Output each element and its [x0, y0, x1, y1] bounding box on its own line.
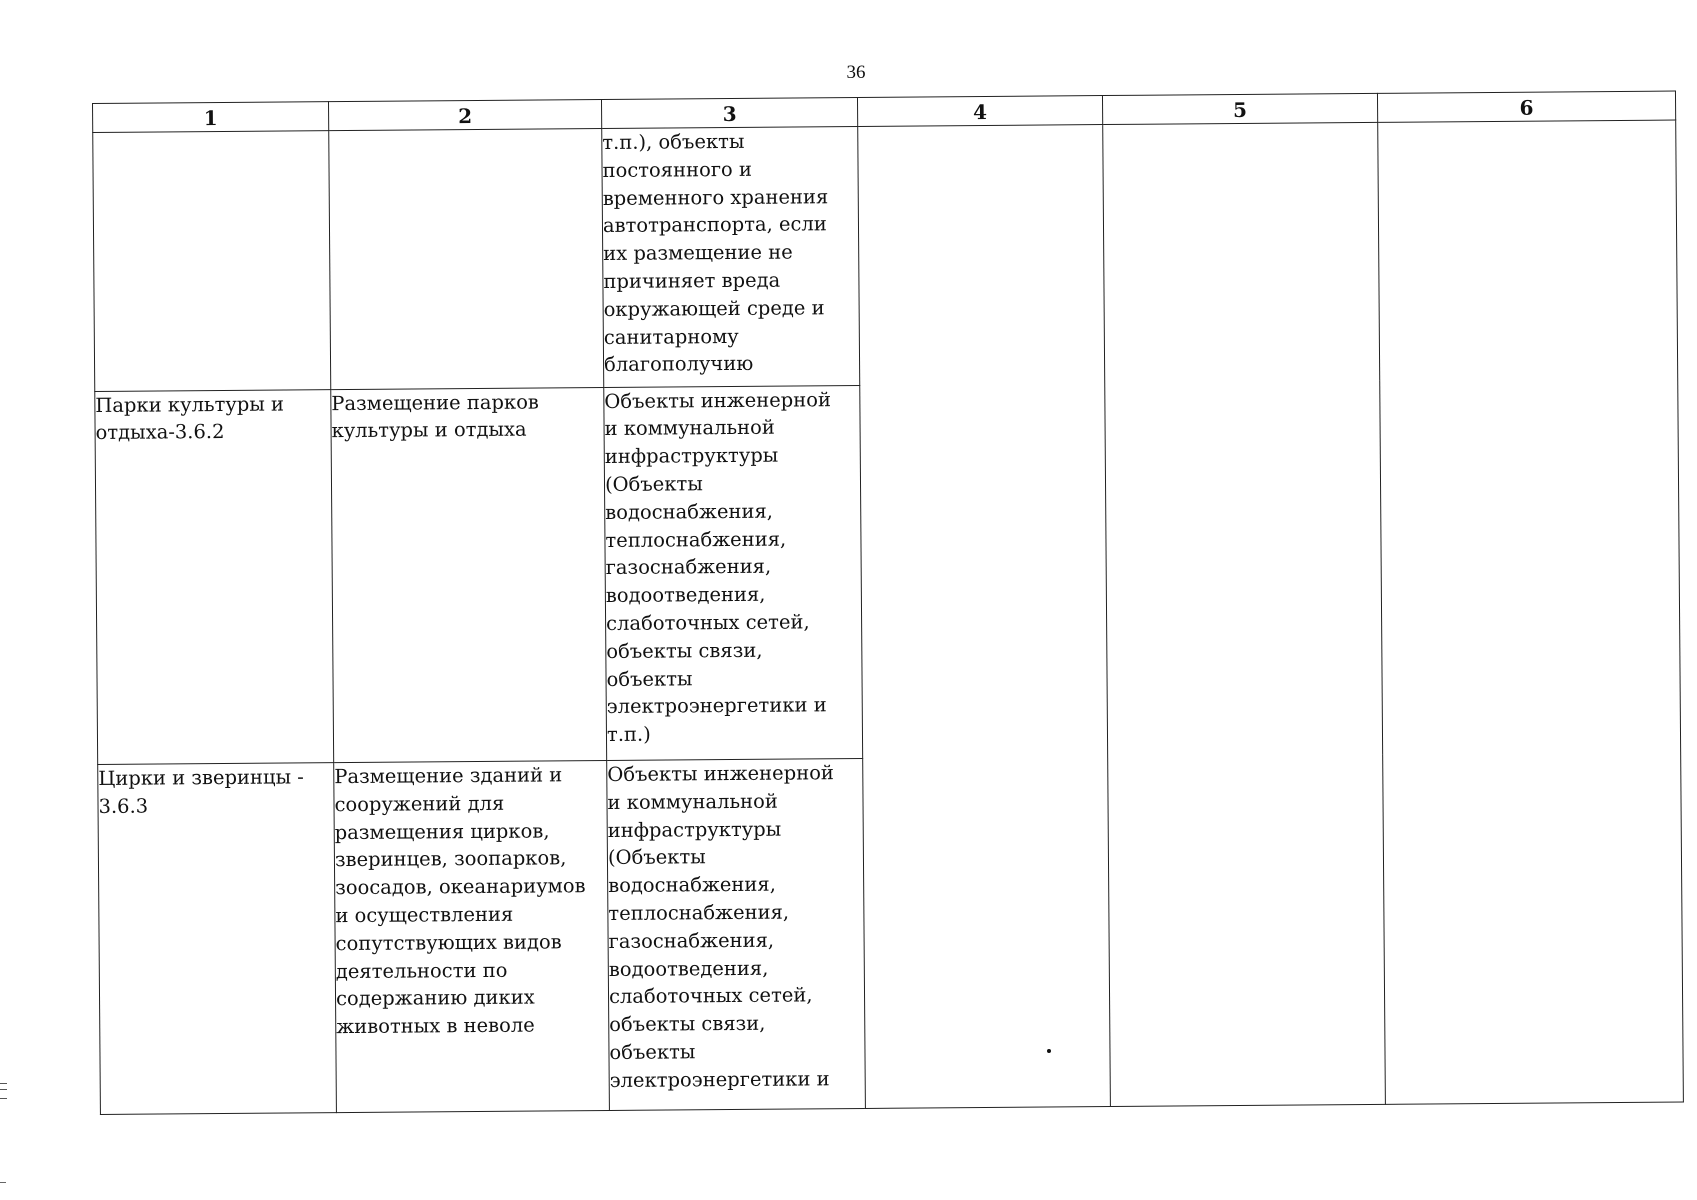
row3-col3-text: Объекты инженерной и коммунальной инфраструктуры (Объекты водоснабжения, теплоснабжения, газоснабжения, водоотведения, слаботочных сетей, объекты связи, объекты электроэнергетики и [607, 761, 834, 1092]
row1-col2-cell [329, 128, 604, 389]
table-row [93, 120, 1678, 391]
document-sheet [92, 91, 1683, 1115]
row3-col2-text: Размещение зданий и сооружений для размещения цирков, зверинцев, зоопарков, зоосадов, океанариумов и осуществления сопутствующих видов деятельности по содержанию диких животных в неволе [334, 763, 586, 1039]
row2-col3-cell [604, 385, 863, 760]
row3-col1-cell [98, 763, 337, 1115]
row1-col3-text: т.п.), объекты постоянного и временного хранения автотранспорта, если их размещение не причиняет вреда окружающей среде и санитарному благополучию [602, 129, 829, 377]
row1-col1-text [93, 131, 328, 133]
column-header-2: 2 [328, 99, 601, 130]
scan-margin-mark [0, 1083, 7, 1099]
row3-col3-cell [607, 758, 866, 1110]
scan-speck [1047, 1049, 1051, 1053]
row3-col1-text: Цирки и зверинцы - 3.6.3 [98, 765, 304, 818]
row2-col1-cell [95, 389, 334, 764]
column-header-4: 4 [857, 96, 1102, 127]
scan-margin-mark [0, 1182, 6, 1183]
column6-merged-cell [1378, 120, 1684, 1104]
column-header-1: 1 [93, 102, 329, 133]
row1-col1-cell [93, 131, 331, 392]
column5-merged-cell [1103, 122, 1386, 1106]
column-header-3: 3 [601, 97, 857, 128]
row1-col2-text [329, 129, 601, 131]
column-header-5: 5 [1102, 93, 1377, 124]
column-header-6: 6 [1377, 91, 1675, 122]
row1-col3-cell [602, 126, 860, 387]
row2-col1-text: Парки культуры и отдыха-3.6.2 [95, 392, 285, 445]
row2-col2-text: Размещение парков культуры и отдыха [331, 390, 539, 443]
column4-merged-cell [858, 125, 1111, 1109]
row2-col3-text: Объекты инженерной и коммунальной инфраструктуры (Объекты водоснабжения, теплоснабжения, газоснабжения, водоотведения, слаботочных сетей, объекты связи, объекты электроэнергетики и т.п.) [604, 387, 832, 747]
land-use-table [92, 91, 1684, 1115]
page-number: 36 [846, 62, 866, 83]
row2-col2-cell [331, 387, 607, 762]
row3-col2-cell [334, 760, 610, 1112]
